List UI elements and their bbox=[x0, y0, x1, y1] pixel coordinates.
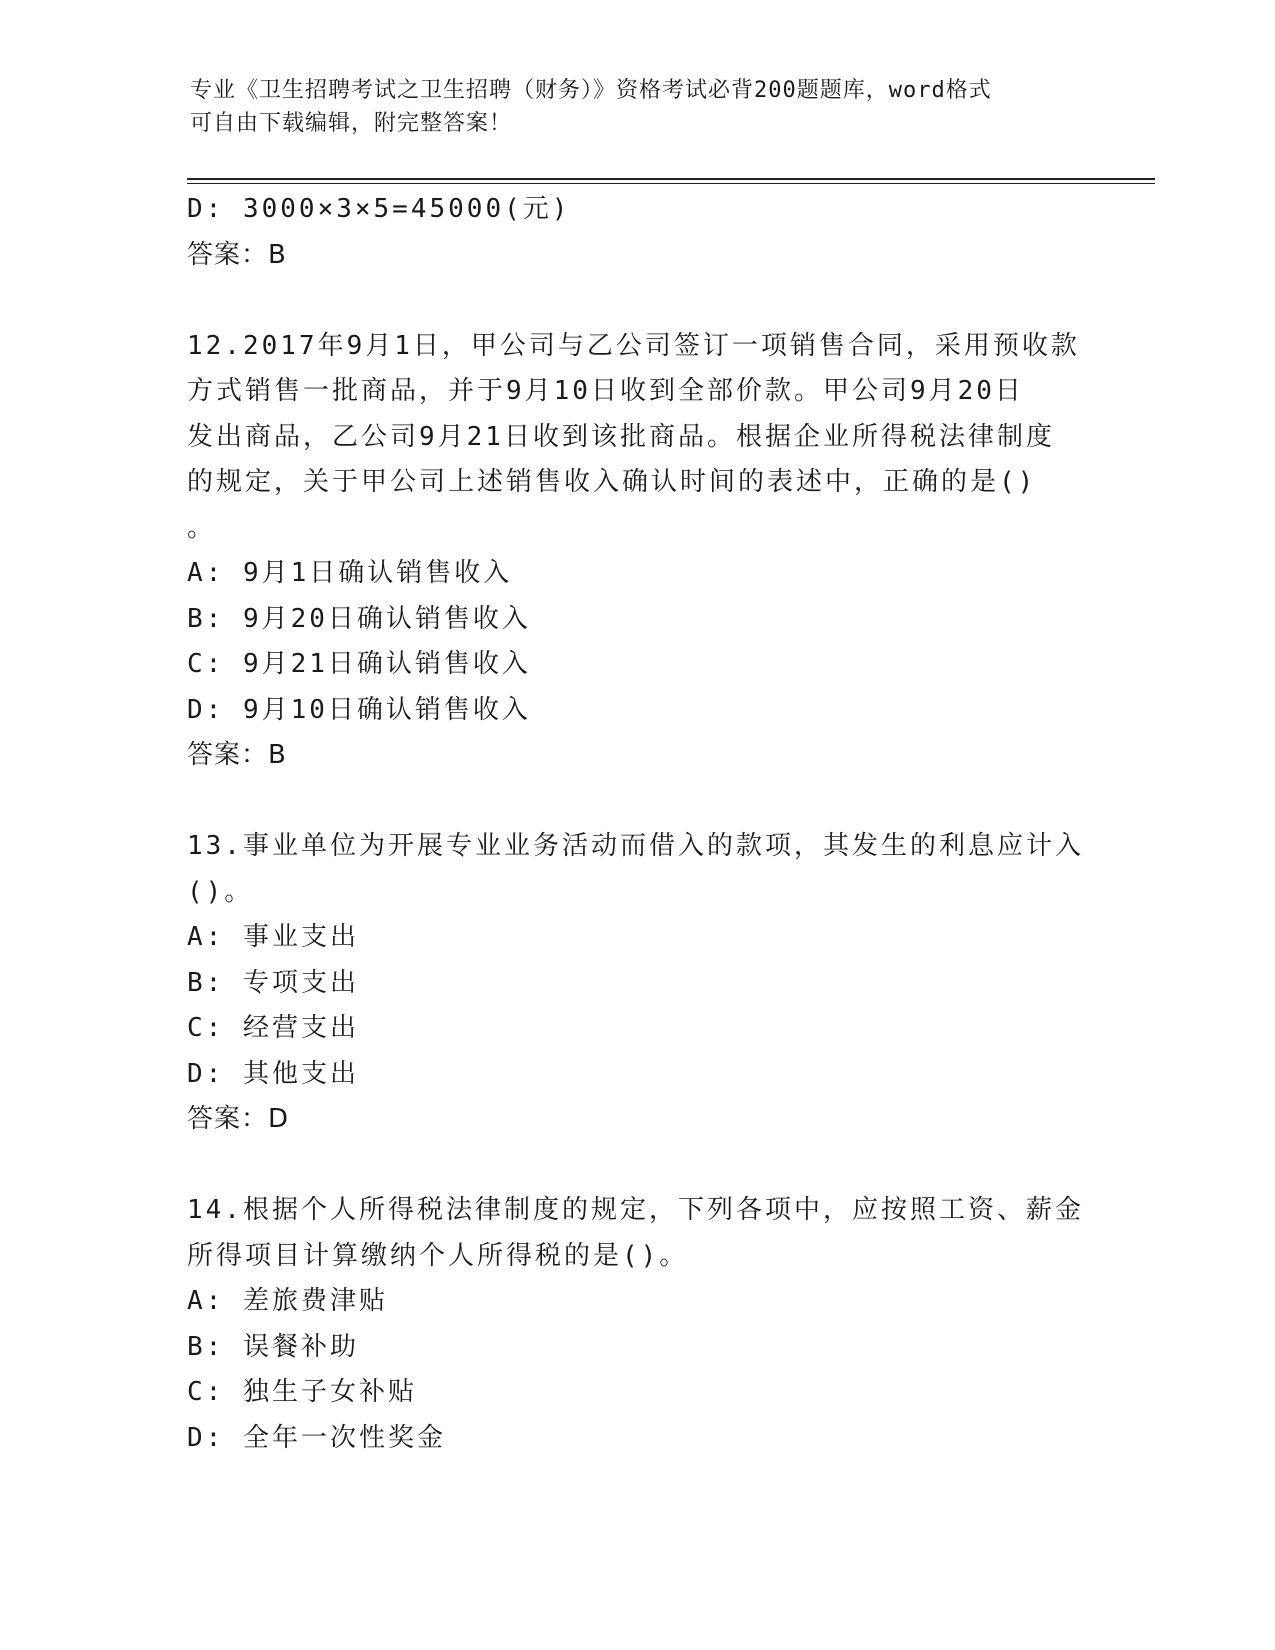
question-text-line: 所得项目计算缴纳个人所得税的是()。 bbox=[187, 1240, 689, 1271]
option-d: D: 9月10日确认销售收入 bbox=[187, 694, 531, 725]
question-text-line: 。 bbox=[187, 512, 217, 543]
question-14 bbox=[187, 1188, 1087, 1461]
spacer bbox=[187, 1143, 1087, 1189]
option-c: C: 9月21日确认销售收入 bbox=[187, 649, 531, 679]
option-c: C: 独生子女补贴 bbox=[187, 1377, 417, 1407]
option-d: D: 全年一次性奖金 bbox=[187, 1422, 446, 1453]
header-line-2: 可自由下载编辑，附完整答案！ bbox=[190, 111, 513, 136]
header-line-1: 专业《卫生招聘考试之卫生招聘（财务）》资格考试必背200题题库，word格式 bbox=[190, 78, 992, 103]
question-12 bbox=[187, 324, 1087, 779]
question-text-line: 方式销售一批商品，并于9月10日收到全部价款。甲公司9月20日 bbox=[187, 376, 1024, 406]
option-a: A: 差旅费津贴 bbox=[187, 1286, 388, 1316]
option-b: B: 误餐补助 bbox=[187, 1331, 359, 1362]
question-text-line: 14.根据个人所得税法律制度的规定，下列各项中，应按照工资、薪金 bbox=[187, 1195, 1084, 1225]
option-d: D: 其他支出 bbox=[187, 1058, 359, 1089]
prev-option-d: D: 3000×3×5=45000(元) bbox=[187, 194, 571, 224]
option-c: C: 经营支出 bbox=[187, 1013, 359, 1043]
option-a: A: 9月1日确认销售收入 bbox=[187, 558, 513, 588]
question-text-line: 13.事业单位为开展专业业务活动而借入的款项，其发生的利息应计入 bbox=[187, 831, 1084, 861]
answer: 答案：D bbox=[187, 1104, 290, 1134]
option-b: B: 专项支出 bbox=[187, 967, 359, 998]
question-13 bbox=[187, 824, 1087, 1143]
header-rule-thin bbox=[187, 183, 1155, 184]
option-a: A: 事业支出 bbox=[187, 922, 359, 952]
question-text-line: 的规定，关于甲公司上述销售收入确认时间的表述中，正确的是() bbox=[187, 467, 1037, 497]
document-header bbox=[190, 74, 1090, 140]
spacer bbox=[187, 779, 1087, 825]
answer: 答案：B bbox=[187, 740, 287, 770]
question-text-line: 发出商品，乙公司9月21日收到该批商品。根据企业所得税法律制度 bbox=[187, 421, 1055, 452]
document-body bbox=[187, 187, 1087, 1461]
option-b: B: 9月20日确认销售收入 bbox=[187, 603, 531, 634]
question-text-line: 12.2017年9月1日，甲公司与乙公司签订一项销售合同，采用预收款 bbox=[187, 330, 1080, 361]
header-rule-thick bbox=[187, 178, 1155, 180]
prev-answer: 答案：B bbox=[187, 239, 287, 270]
spacer bbox=[187, 278, 1087, 324]
question-text-line: ()。 bbox=[187, 876, 254, 907]
